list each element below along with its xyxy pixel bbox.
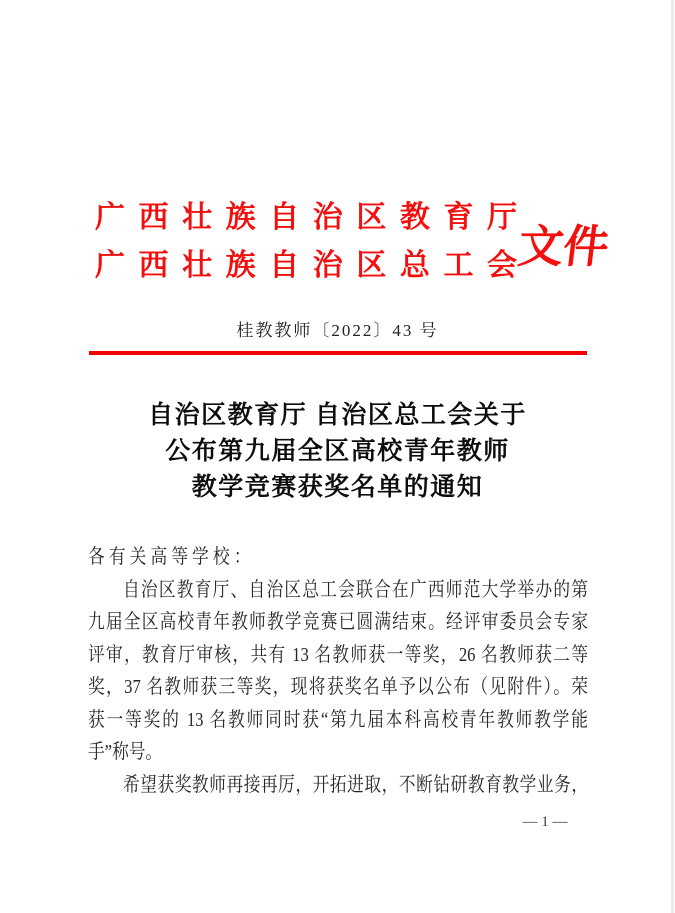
page-number: — 1 — [522,814,568,830]
body-line: 九届全区高校青年教师教学竞赛已圆满结束。经评审委员会专家 [88,611,588,633]
salutation-line: 各有关高等学校： [88,546,255,568]
letterhead [95,194,612,290]
body-line: 希望获奖教师再接再厉，开拓进取，不断钻研教育教学业务， [122,773,588,796]
agency-names [95,194,525,290]
body-line: 手”称号。 [88,741,163,763]
body-line: 奖，37 名教师获三等奖，现将获奖名单予以公布（见附件）。荣 [88,676,588,698]
doc-number: 桂教教师〔2022〕43 号 [236,321,439,340]
body-line: 自治区教育厅、自治区总工会联合在广西师范大学举办的第 [122,578,588,601]
agency-name-line-2: 广西壮族自治区总工会 [95,249,525,282]
body-text [88,541,588,801]
body-line: 获一等奖的 13 名教师同时获“第九届本科高校青年教师教学能 [88,708,588,731]
doc-title [0,398,675,506]
doc-title-line-1: 自治区教育厅 自治区总工会关于 [148,402,527,429]
doc-title-line-3: 教学竞赛获奖名单的通知 [191,474,484,501]
red-separator-rule [89,351,587,355]
file-label: 文件 [515,221,612,272]
doc-title-line-2: 公布第九届全区高校青年教师 [165,438,510,465]
agency-name-line-1: 广西壮族自治区教育厅 [95,201,525,234]
body-line: 评审，教育厅审核，共有 13 名教师获一等奖，26 名教师获二等 [88,643,588,666]
